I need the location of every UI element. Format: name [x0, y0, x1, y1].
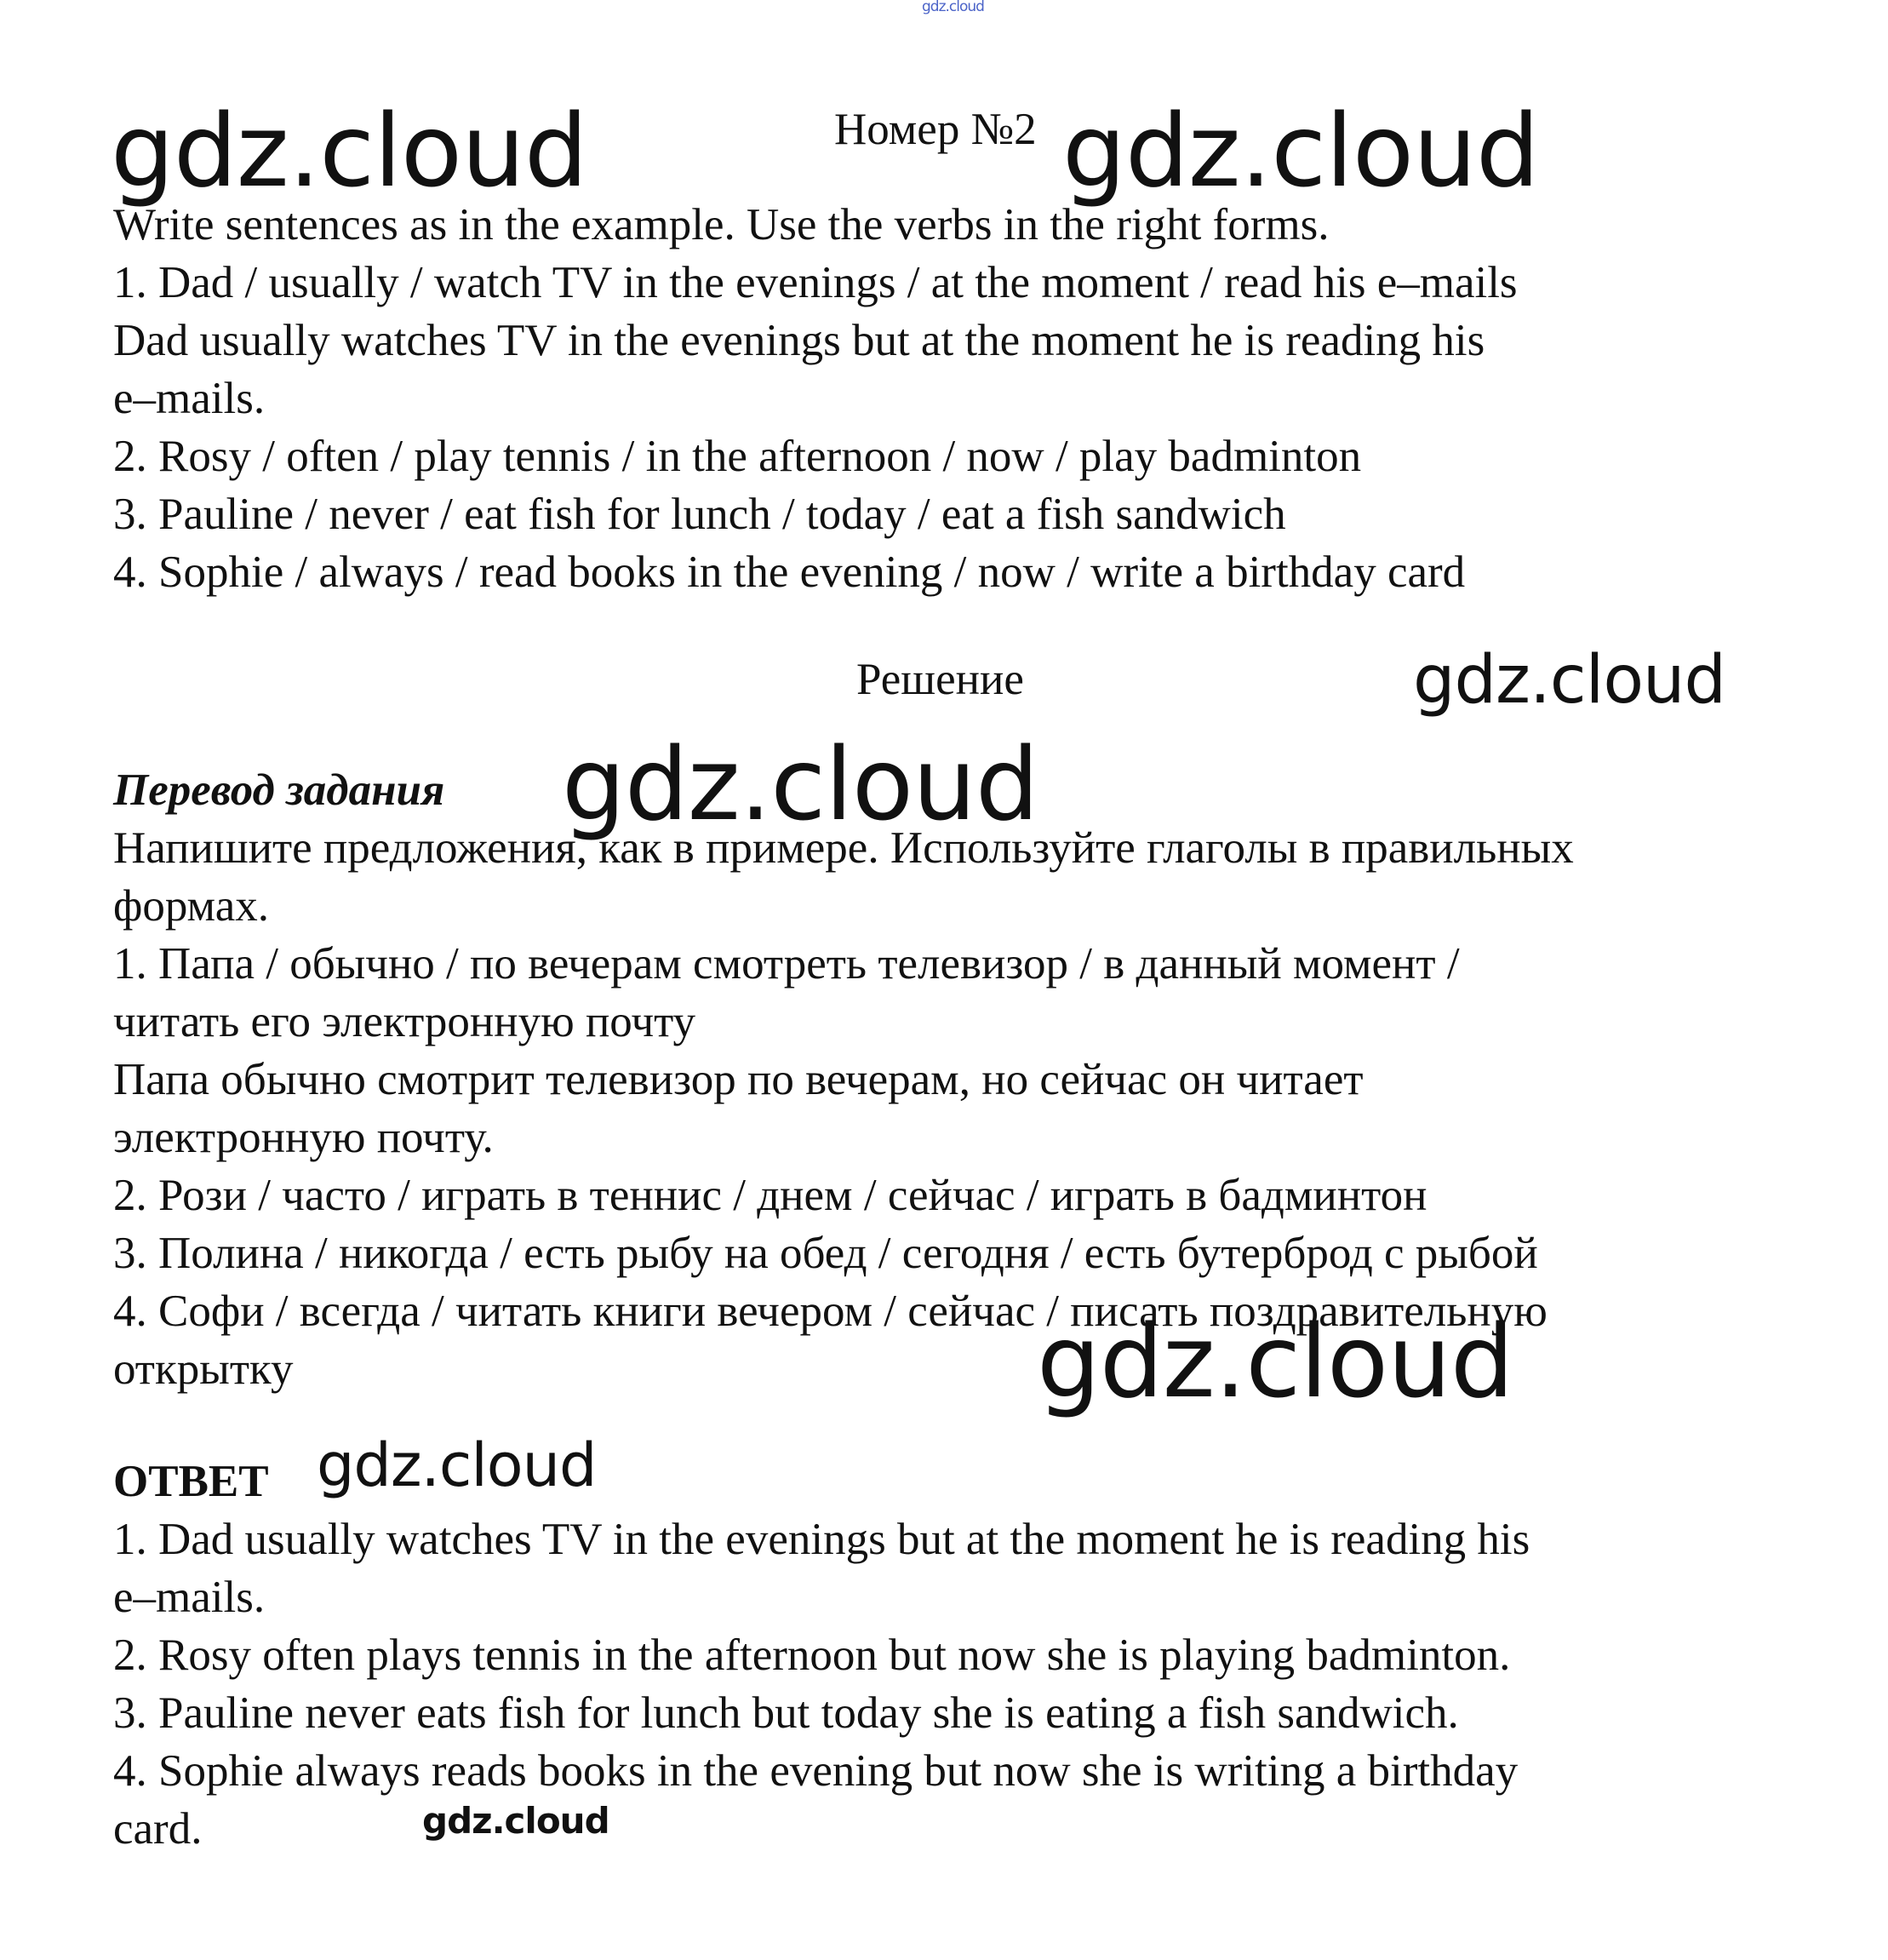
watermark-logo: gdz.cloud	[317, 1430, 597, 1500]
task-item: e–mails.	[113, 374, 266, 423]
translation-line: Напишите предложения, как в примере. Используйте глаголы в правильных	[113, 823, 1574, 873]
answer-line: 4. Sophie always reads books in the evening but now she is writing a birthday	[113, 1746, 1519, 1796]
watermark-small-top: gdz.cloud	[922, 0, 984, 15]
task-item: 2. Rosy / often / play tennis / in the afternoon / now / play badminton	[113, 432, 1362, 481]
translation-line: читать его электронную почту	[113, 997, 696, 1046]
translation-line: открытку	[113, 1344, 294, 1394]
translation-line: формах.	[113, 881, 269, 931]
answer-line: 2. Rosy often plays tennis in the afternoon but now she is playing badminton.	[113, 1630, 1511, 1680]
watermark-logo: gdz.cloud	[1413, 642, 1725, 719]
watermark-logo: gdz.cloud	[1037, 1303, 1513, 1420]
watermark-logo: gdz.cloud	[111, 92, 587, 209]
answer-heading: ОТВЕТ	[113, 1457, 269, 1506]
translation-line: 3. Полина / никогда / есть рыбу на обед / сегодня / есть бутерброд с рыбой	[113, 1229, 1538, 1278]
translation-line: 4. Софи / всегда / читать книги вечером / сейчас / писать поздравительную	[113, 1287, 1548, 1336]
answer-line: 1. Dad usually watches TV in the evenings but at the moment he is reading his	[113, 1515, 1530, 1564]
task-item: 3. Pauline / never / eat fish for lunch / today / eat a fish sandwich	[113, 490, 1286, 539]
task-item: Dad usually watches TV in the evenings but at the moment he is reading his	[113, 316, 1485, 365]
translation-line: электронную почту.	[113, 1113, 494, 1162]
task-instruction: Write sentences as in the example. Use the verbs in the right forms.	[113, 200, 1330, 249]
translation-heading: Перевод задания	[113, 765, 445, 815]
translation-line: 1. Папа / обычно / по вечерам смотреть телевизор / в данный момент /	[113, 939, 1460, 989]
solution-title: Решение	[856, 655, 1024, 704]
page-title: Номер №2	[834, 105, 1037, 154]
translation-line: Папа обычно смотрит телевизор по вечерам, но сейчас он читает	[113, 1055, 1364, 1104]
answer-line: card.	[113, 1804, 203, 1854]
translation-line: 2. Рози / часто / играть в теннис / днем / сейчас / играть в бадминтон	[113, 1171, 1427, 1220]
watermark-logo: gdz.cloud	[562, 725, 1038, 843]
task-item: 1. Dad / usually / watch TV in the evenings / at the moment / read his e–mails	[113, 258, 1518, 307]
watermark-logo: gdz.cloud	[1062, 92, 1539, 209]
answer-line: 3. Pauline never eats fish for lunch but today she is eating a fish sandwich.	[113, 1688, 1459, 1738]
answer-line: e–mails.	[113, 1573, 266, 1622]
watermark-logo: gdz.cloud	[422, 1800, 609, 1842]
task-item: 4. Sophie / always / read books in the evening / now / write a birthday card	[113, 547, 1466, 597]
